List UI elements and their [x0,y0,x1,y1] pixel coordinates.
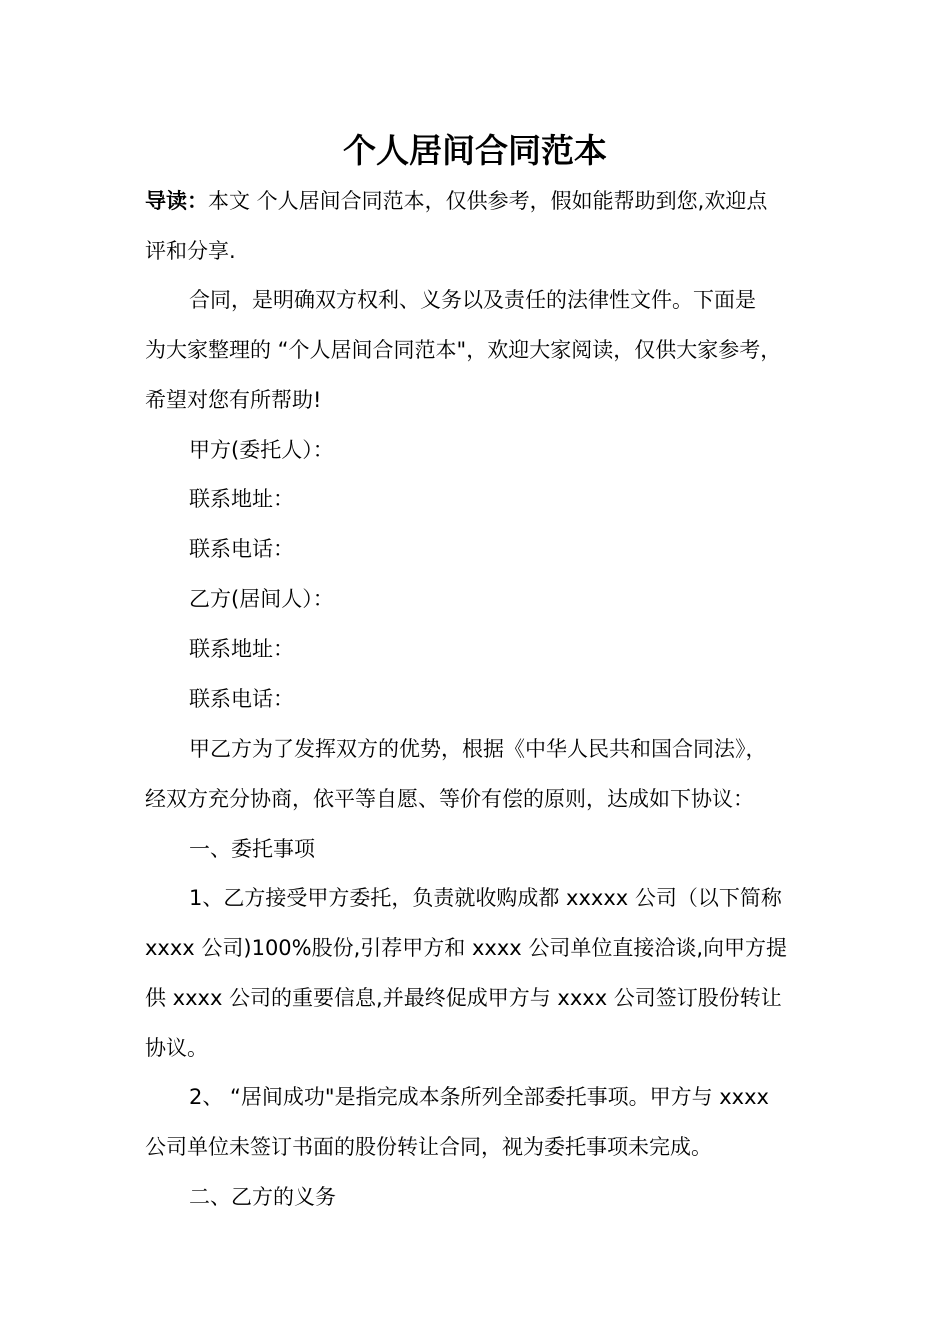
intro-line-2: 为大家整理的 “个人居间合同范本"，欢迎大家阅读，仅供大家参考， [145,338,782,362]
lead-paragraph-line-2: 评和分享. [145,239,236,263]
section-2-heading: 二、乙方的义务 [189,1185,336,1209]
clause-1-line-3: 供 xxxx 公司的重要信息,并最终促成甲方与 xxxx 公司签订股份转让 [145,986,782,1010]
party-b-phone: 联系电话： [189,687,294,711]
clause-2-line-1: 2、 “居间成功"是指完成本条所列全部委托事项。甲方与 xxxx [189,1085,769,1109]
clause-2-line-2: 公司单位未签订书面的股份转让合同，视为委托事项未完成。 [145,1135,712,1159]
party-b-address: 联系地址： [189,637,294,661]
party-b-label: 乙方(居间人）： [189,587,334,611]
lead-label: 导读： [145,189,208,213]
section-1-heading: 一、委托事项 [189,837,315,861]
lead-text-1: 本文 个人居间合同范本，仅供参考，假如能帮助到您,欢迎点 [208,189,768,213]
party-a-label: 甲方(委托人）： [189,438,334,462]
preamble-line-1: 甲乙方为了发挥双方的优势，根据《中华人民共和国合同法》， [189,737,767,761]
party-a-address: 联系地址： [189,487,294,511]
intro-line-1: 合同，是明确双方权利、义务以及责任的法律性文件。下面是 [189,288,756,312]
preamble-line-2: 经双方充分协商，依平等自愿、等价有偿的原则，达成如下协议： [145,787,754,811]
lead-paragraph-line-1 [145,186,825,216]
document-title: 个人居间合同范本 [343,131,607,170]
party-a-phone: 联系电话： [189,537,294,561]
clause-1-line-1: 1、乙方接受甲方委托，负责就收购成都 xxxxx 公司（以下简称 [189,886,782,910]
intro-line-3: 希望对您有所帮助! [145,388,322,412]
clause-1-line-2: xxxx 公司)100%股份,引荐甲方和 xxxx 公司单位直接洽谈,向甲方提 [145,936,788,960]
clause-1-line-4: 协议。 [145,1036,208,1060]
